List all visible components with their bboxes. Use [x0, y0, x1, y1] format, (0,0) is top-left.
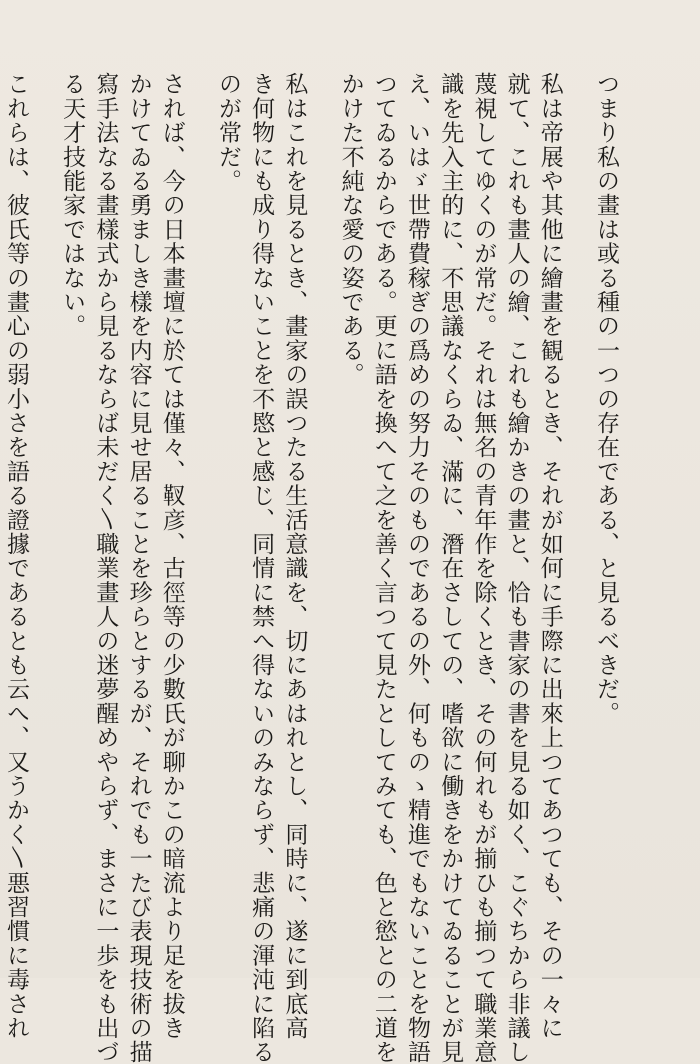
text-line: されば、今の日本畫壇に於ては僅々、靫彦、古徑等の少數氏が聊かこの暗流より足を拔き — [158, 72, 185, 1040]
text-line: これらは、彼氏等の畫心の弱小さを語る證據であるとも云へ、又うかく〵悪習慣に毒され — [2, 72, 29, 1040]
text-line: 寫手法なる畫樣式から見るならば未だく〵職業畫人の迷夢醒めやらず、まさに一歩をも出づ — [92, 72, 119, 1064]
text-line: かけた不純な愛の姿である。 — [337, 72, 364, 387]
text-line: かけてゐる勇ましき樣を内容に見せ居ることを珍らとするが、それでも一たび表現技術の描 — [125, 72, 152, 1064]
text-line: つてゐるからである。更に語を換へて之を善く言つて見たとしてみても、色と慾との二道を — [370, 72, 397, 1064]
text-line: き何物にも成り得ないことを不愍と感じ、同情に禁へ得ないのみならず、悲痛の渾沌に陷る — [248, 72, 275, 1064]
vertical-text-body — [0, 72, 622, 1064]
text-line: 識を先入主的に、不思議なくらゐ、滿に、潛在さしての、嗜欲に働きをかけてゐることが見 — [437, 72, 464, 1064]
text-line: 就て、これも畫人の繪、これも繪かきの畫と、恰も書家の書を見る如く、こぐちから非議し — [503, 72, 530, 1064]
text-line: え、いはゞ世帶費稼ぎの爲めの努力そのものであるの外、何ものゝ精進でもないことを物語 — [403, 72, 430, 1064]
text-line: 私は帝展や其他に繪畫を観るとき、それが如何に手際に出來上つてあつても、その一々に — [536, 72, 563, 1040]
text-line: 私はこれを見るとき、畫家の誤つたる生活意識を、切にあはれとし、同時に、遂に到底高 — [281, 72, 308, 1040]
text-line: つまり私の畫は或る種の一つの存在である、と見るべきだ。 — [593, 72, 619, 726]
text-line: のが常だ。 — [214, 72, 241, 193]
text-line: 蔑視してゆくのが常だ。それは無名の青年作を除くとき、その何れもが揃ひも揃つて職業意 — [470, 72, 497, 1064]
text-line: る天才技能家ではない。 — [59, 72, 86, 339]
